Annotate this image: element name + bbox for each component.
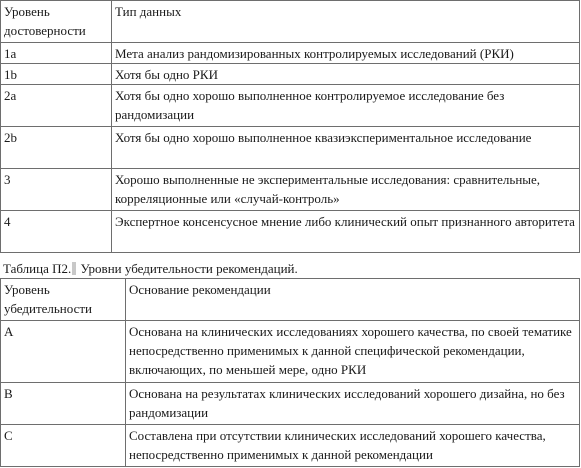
text-cursor	[72, 262, 76, 275]
recommendation-basis-cell: Основана на результатах клинических исследований хорошего дизайна, но без рандомизации	[126, 383, 580, 425]
persuasiveness-level-cell: C	[1, 425, 126, 467]
persuasiveness-level-cell: A	[1, 321, 126, 383]
data-type-cell: Мета анализ рандомизированных контролируемых исследований (РКИ)	[112, 43, 580, 64]
header-recommendation-basis: Основание рекомендации	[126, 279, 580, 321]
table-row	[1, 85, 580, 127]
persuasiveness-levels-table	[0, 278, 580, 467]
data-type-cell: Экспертное консенсусное мнение либо клинический опыт признанного авторитета	[112, 211, 580, 253]
caption-prefix: Таблица П2.	[3, 261, 72, 276]
recommendation-basis-cell: Основана на клинических исследованиях хорошего качества, по своей тематике непосредственно применимых к данной специфической рекомендации, включающих, по меньшей мере, одно РКИ	[126, 321, 580, 383]
table-row	[1, 383, 580, 425]
reliability-level-cell: 4	[1, 211, 112, 253]
reliability-level-cell: 3	[1, 169, 112, 211]
table-header-row	[1, 1, 580, 43]
table-row	[1, 169, 580, 211]
table-row	[1, 211, 580, 253]
data-type-cell: Хотя бы одно хорошо выполненное контролируемое исследование без рандомизации	[112, 85, 580, 127]
table-row	[1, 64, 580, 85]
reliability-level-cell: 2b	[1, 127, 112, 169]
table-caption	[3, 260, 298, 277]
header-persuasiveness-level: Уровень убедительности	[1, 279, 126, 321]
table-row	[1, 127, 580, 169]
header-reliability-level: Уровень достоверности	[1, 1, 112, 43]
data-type-cell: Хотя бы одно хорошо выполненное квазиэкспериментальное исследование	[112, 127, 580, 169]
reliability-level-cell: 1b	[1, 64, 112, 85]
header-data-type: Тип данных	[112, 1, 580, 43]
table-row	[1, 425, 580, 467]
data-type-cell: Хотя бы одно РКИ	[112, 64, 580, 85]
persuasiveness-level-cell: B	[1, 383, 126, 425]
data-type-cell: Хорошо выполненные не экспериментальные исследования: сравнительные, корреляционные или «случай-контроль»	[112, 169, 580, 211]
table-row	[1, 321, 580, 383]
table-header-row	[1, 279, 580, 321]
table-row	[1, 43, 580, 64]
caption-text: Уровни убедительности рекомендаций.	[80, 261, 298, 276]
recommendation-basis-cell: Составлена при отсутствии клинических исследований хорошего качества, непосредственно применимых к данной рекомендации	[126, 425, 580, 467]
reliability-level-cell: 1a	[1, 43, 112, 64]
reliability-level-cell: 2a	[1, 85, 112, 127]
